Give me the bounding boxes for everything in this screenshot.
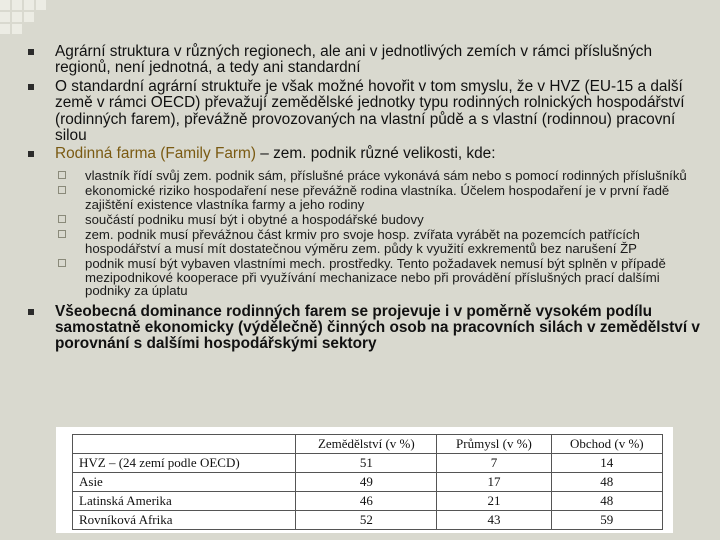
- comparison-table: [72, 434, 663, 530]
- checkbox-bullet-icon: [58, 171, 66, 179]
- family-farm-term: Rodinná farma (Family Farm): [55, 145, 256, 163]
- table-row: [73, 511, 663, 530]
- table-row: [73, 492, 663, 511]
- table-cell: 46: [296, 492, 437, 511]
- table-header-cell: [73, 435, 296, 454]
- table-cell: 51: [296, 454, 437, 473]
- checkbox-bullet-icon: [58, 215, 66, 223]
- table-cell: 48: [551, 473, 662, 492]
- sub-bullet: podnik musí být vybaven vlastními mech. prostředky. Tento požadavek nemusí být splněn v případě mezipodnikové kooperace při využívání mechanizace nebo při provádění příslušných prací dalšími podniky za úplatu: [28, 257, 708, 297]
- square-bullet-icon: [28, 309, 34, 315]
- slide-content: [28, 44, 708, 353]
- table-row: [73, 454, 663, 473]
- checkbox-bullet-icon: [58, 230, 66, 238]
- table-cell: 43: [437, 511, 551, 530]
- square-bullet-icon: [28, 49, 34, 55]
- table-cell: 17: [437, 473, 551, 492]
- bullet-4: Všeobecná dominance rodinných farem se projevuje i v poměrně vysokém podílu samostatně ekonomicky (výdělečně) činných osob na pracovních silách v zemědělství v porovnání s dalšími hospodářskými sektory: [28, 304, 708, 353]
- table-cell: 59: [551, 511, 662, 530]
- comparison-table-image: [56, 427, 673, 533]
- sub-bullet: součástí podniku musí být i obytné a hospodářské budovy: [28, 213, 708, 226]
- table-header-cell: Obchod (v %): [551, 435, 662, 454]
- sub-bullet: vlastník řídí svůj zem. podnik sám, příslušné práce vykonává sám nebo s pomocí rodinných příslušníků: [28, 169, 708, 182]
- square-bullet-icon: [28, 84, 34, 90]
- table-cell: Asie: [73, 473, 296, 492]
- square-bullet-icon: [28, 151, 34, 157]
- table-cell: 21: [437, 492, 551, 511]
- bullet-1: Agrární struktura v různých regionech, ale ani v jednotlivých zemích v rámci příslušných regionů, není jednotná, a tedy ani standardní: [28, 44, 708, 77]
- decorative-grid: [0, 0, 60, 36]
- sub-bullet: zem. podnik musí převážnou část krmiv pro svoje hosp. zvířata vyrábět na pozemcích patřících hospodářství a musí mít dostatečnou výměru zem. půdy k využití exkrementů bez narušení ŽP: [28, 228, 708, 255]
- table-row: [73, 473, 663, 492]
- table-header-row: [73, 435, 663, 454]
- bullet-2: O standardní agrární struktuře je však možné hovořit v tom smyslu, že v HVZ (EU-15 a další země v rámci OECD) převažují zemědělské jednotky typu rodinných rolnických hospodářství (rodinných farem), převážně provozovaných na vlastní půdě a s vlastní (rodinnou) pracovní silou: [28, 79, 708, 145]
- sub-bullet: ekonomické riziko hospodaření nese převážně rodina vlastníka. Účelem hospodaření je v první řadě zajištění existence vlastníka farmy a jeho rodiny: [28, 184, 708, 211]
- checkbox-bullet-icon: [58, 259, 66, 267]
- table-cell: 7: [437, 454, 551, 473]
- table-cell: 14: [551, 454, 662, 473]
- table-cell: 48: [551, 492, 662, 511]
- table-cell: 49: [296, 473, 437, 492]
- table-cell: Rovníková Afrika: [73, 511, 296, 530]
- checkbox-bullet-icon: [58, 186, 66, 194]
- table-cell: HVZ – (24 zemí podle OECD): [73, 454, 296, 473]
- table-cell: Latinská Amerika: [73, 492, 296, 511]
- table-cell: 52: [296, 511, 437, 530]
- table-header-cell: Průmysl (v %): [437, 435, 551, 454]
- table-header-cell: Zemědělství (v %): [296, 435, 437, 454]
- bullet-3: Rodinná farma (Family Farm) – zem. podnik různé velikosti, kde:: [28, 146, 708, 162]
